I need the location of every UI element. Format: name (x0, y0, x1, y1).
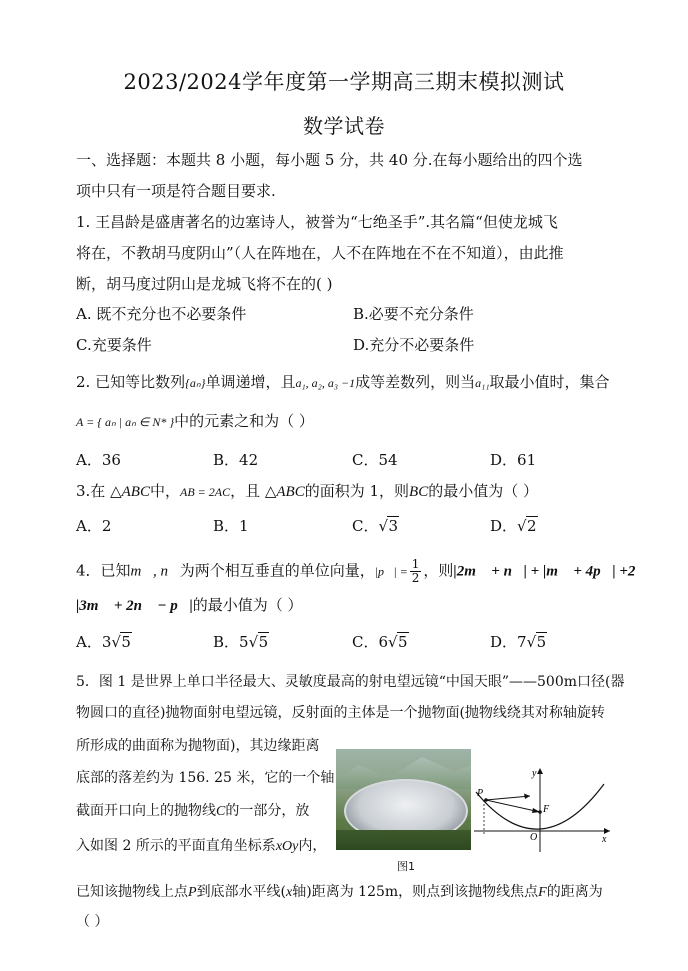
q5-xoy: xOy (275, 839, 299, 854)
q4-option-a-root (111, 633, 132, 651)
q2-option-b: B．42 (213, 451, 259, 469)
q4-p-abs: |p⃗| = (374, 564, 408, 579)
q2-option-c: C．54 (352, 451, 398, 469)
q1-option-b: B.必要不充分条件 (353, 305, 474, 323)
q4-option-a (76, 632, 132, 652)
q4-option-b (213, 632, 269, 652)
ray-p-incoming (486, 796, 530, 800)
q4-option-b-root (249, 633, 270, 651)
exam-subtitle: 数学试卷 (303, 114, 385, 138)
q4-option-b-label: B．5 (213, 633, 249, 651)
q3-text-1: 3.在 △ (76, 482, 122, 500)
q4-option-a-radicand: 5 (121, 633, 131, 651)
q4-option-d-radicand: 5 (536, 633, 547, 651)
q2-terms: a₁, a₂, a₃ −1 (295, 376, 356, 390)
q4-option-c-label: C．6 (352, 633, 389, 651)
q1-line-1: 1. 王昌龄是盛唐著名的边塞诗人，被誉为“七绝圣手”.其名篇“但使龙城飞 (76, 213, 558, 231)
q2-sequence: {aₙ} (185, 376, 206, 390)
q5-point-p: P (188, 885, 197, 900)
q4-option-d-root (527, 633, 548, 651)
q3-option-c-label: C． (352, 517, 379, 535)
q1-option-a: A. 既不充分也不必要条件 (76, 305, 247, 323)
figure-1-caption: 图1 (397, 860, 415, 873)
ray-arrow-1 (524, 794, 530, 800)
q2-text-5: 中的元素之和为（ ） (174, 412, 314, 430)
q5-line-2: 物圆口的直径)抛物面射电望远镜，反射面的主体是一个抛物面(抛物线绕其对称轴旋转 (76, 705, 605, 721)
q2-text-2: 单调递增，且 (205, 373, 296, 391)
q2-set: A = { aₙ | aₙ ∈ N* } (76, 415, 175, 429)
q3-bc: BC (409, 484, 429, 500)
q5-text-7d: 的距离为 (546, 884, 603, 900)
y-axis-arrow (537, 768, 543, 774)
q4-fraction-denominator: 2 (411, 571, 420, 585)
q4-text-4: 的最小值为（ ） (192, 596, 303, 614)
q4-expression-2: |3m⃗ + 2n⃗ − p⃗| (76, 598, 193, 614)
q4-text-3: ，则 (423, 561, 454, 580)
q5-point-f: F (538, 885, 547, 900)
q5-text-7c: 轴)距离为 125m，则点到该抛物线焦点 (292, 884, 539, 900)
q5-line-6 (76, 836, 326, 857)
section-instruction-line-1: 一、选择题：本题共 8 小题，每小题 5 分，共 40 分.在每小题给出的四个选 (76, 151, 583, 169)
q2-text-1: 2. 已知等比数列 (76, 373, 186, 391)
q3-option-b: B．1 (213, 517, 249, 535)
q5-curve-c: C (216, 804, 226, 819)
q3-option-d (490, 516, 538, 536)
q3-option-c-root (378, 517, 399, 535)
q3-text-2: 中， (149, 482, 180, 500)
q5-x-var: x (286, 885, 293, 900)
q4-text-2: 为两个相互垂直的单位向量， (179, 561, 375, 580)
photo-trees (336, 830, 471, 850)
q1-line-2: 将在，不教胡马度阴山”（人在阵地在，人不在阵地在不在不知道），由此推 (76, 244, 564, 262)
q4-option-c (352, 632, 409, 652)
q3-option-d-radicand: 2 (527, 517, 537, 535)
q1-option-d: D.充分不必要条件 (353, 336, 475, 354)
q4-fraction-numerator: 1 (411, 557, 420, 571)
q3-option-c (352, 516, 399, 536)
q2-a11: a₁₁ (475, 376, 490, 390)
q4-expression-1: |2m⃗ + n⃗| + |m⃗ + 4p⃗| +2 (453, 563, 636, 580)
q3-line-1 (76, 481, 538, 502)
q3-text-3: ，且 △ (230, 482, 277, 500)
q5-text-5a: 截面开口向上的抛物线 (76, 803, 216, 819)
section-instruction-line-2: 项中只有一项是符合题目要求. (76, 182, 276, 200)
label-f: F (543, 804, 550, 815)
exam-title: 2023/2024学年度第一学期高三期末模拟测试 (123, 70, 565, 94)
q5-line-3: 所形成的曲面称为抛物面)，其边缘距离 (76, 738, 320, 754)
q5-line-7 (76, 882, 603, 903)
q2-text-4: 取最小值时，集合 (489, 373, 610, 391)
q5-line-4: 底部的落差约为 156. 25 米，它的一个轴 (76, 770, 335, 786)
q4-option-a-label: A．3 (76, 633, 112, 651)
q4-option-d-label: D．7 (490, 633, 527, 651)
q5-line-5 (76, 801, 309, 822)
q3-abc-1: ABC (121, 484, 150, 500)
q4-line-2 (76, 595, 303, 616)
q4-fraction (410, 558, 422, 585)
q3-option-d-root (517, 517, 538, 535)
label-p: P (477, 788, 484, 799)
q5-text-6a: 入如图 2 所示的平面直角坐标系 (76, 838, 276, 854)
q4-option-d (490, 632, 547, 652)
q5-text-7b: 到底部水平线( (196, 884, 287, 900)
q3-option-c-radicand: 3 (388, 517, 399, 535)
q1-option-c: C.充要条件 (76, 336, 152, 354)
q2-line-1 (76, 372, 610, 393)
q4-line-1 (76, 558, 635, 585)
q4-option-c-radicand: 5 (398, 633, 408, 651)
q1-line-3: 断，胡马度过阴山是龙城飞将不在的( ) (76, 275, 333, 293)
q4-option-c-root (388, 633, 409, 651)
q3-abc-2: ABC (276, 484, 305, 500)
q3-text-5: 的最小值为（ ） (428, 482, 538, 500)
q2-option-a: A．36 (76, 451, 121, 469)
label-y: y (532, 768, 537, 779)
parabola-graph (470, 764, 616, 854)
telescope-photo (336, 749, 471, 850)
q3-text-4: 的面积为 1，则 (304, 482, 410, 500)
q3-option-a: A．2 (76, 517, 112, 535)
q2-option-d: D．61 (490, 451, 537, 469)
q5-text-6b: 内， (298, 838, 327, 854)
point-f (538, 810, 542, 814)
q4-text-1: 4．已知 (76, 561, 131, 580)
q4-option-b-radicand: 5 (258, 633, 269, 651)
q3-option-d-label: D． (490, 517, 518, 535)
q5-line-8: （ ） (76, 914, 109, 930)
q5-text-7a: 已知该抛物线上点 (76, 884, 188, 900)
q2-line-2 (76, 411, 314, 432)
q4-vectors: m⃗, n⃗ (130, 563, 180, 580)
q5-line-1: 5．图 1 是世界上单口半径最大、灵敏度最高的射电望远镜“中国天眼”——500m口径(器 (76, 674, 625, 690)
q5-text-5b: 的一部分，放 (225, 803, 310, 819)
q3-condition: AB = 2AC (179, 485, 231, 499)
q2-text-3: 成等差数列，则当 (355, 373, 476, 391)
point-p (484, 798, 488, 802)
label-x: x (602, 834, 607, 845)
label-o: O (530, 832, 538, 843)
